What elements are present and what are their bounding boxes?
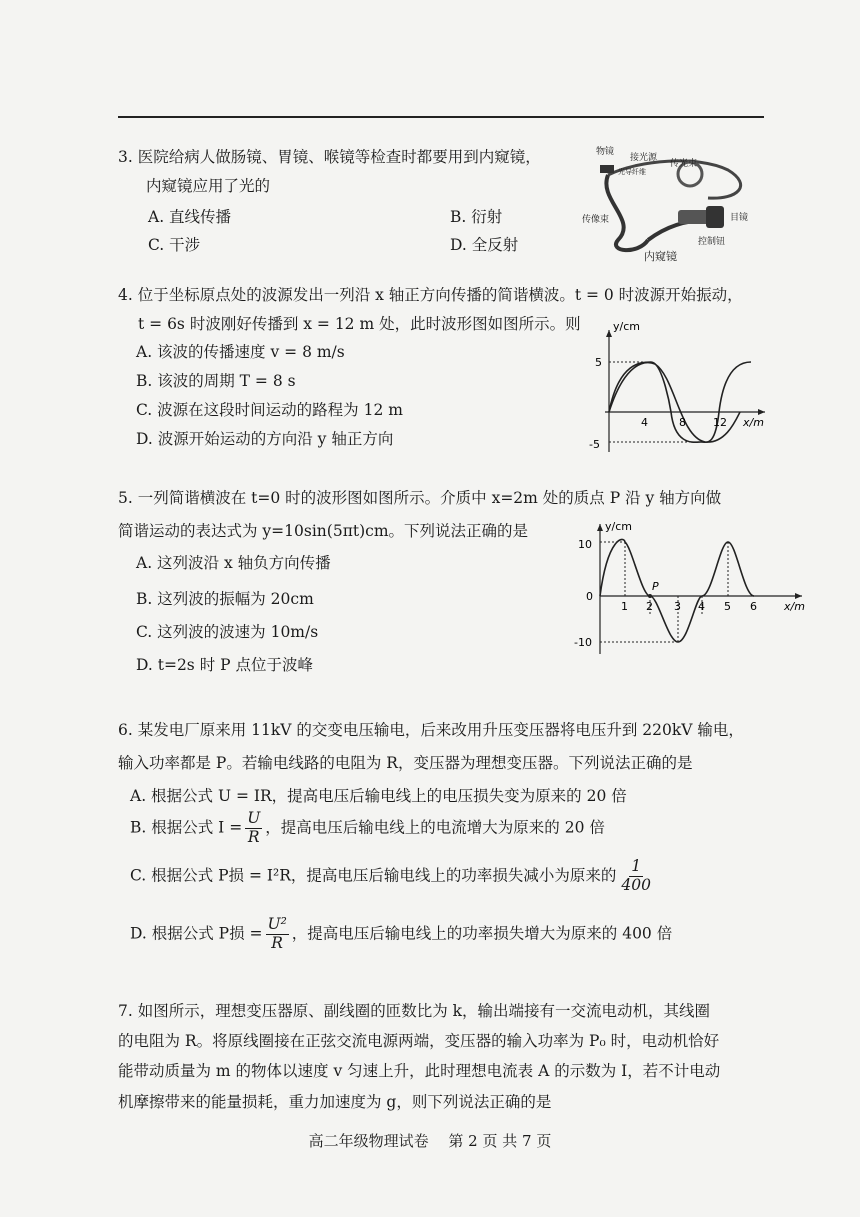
figure-label-eyepiece: 目镜: [730, 213, 749, 223]
question-6-option-d-suffix: ，提高电压后输电线上的功率损失增大为原来的 400 倍: [291, 924, 673, 943]
question-6-option-d[interactable]: [130, 916, 672, 953]
option-b-denominator: R: [247, 827, 260, 846]
question-6-option-b-suffix: ，提高电压后输电线上的电流增大为原来的 20 倍: [265, 818, 605, 837]
q4-x-axis-label: x/m: [743, 416, 764, 429]
option-b-numerator: U: [247, 809, 261, 827]
header-rule: [118, 116, 764, 118]
question-5-stem-line2: 简谐运动的表达式为 y=10sin(5πt)cm。下列说法正确的是: [118, 522, 529, 541]
question-3: [118, 143, 588, 202]
figure-label-control-knob: 控制钮: [698, 237, 726, 247]
question-4-option-b[interactable]: B. 该波的周期 T = 8 s: [136, 372, 296, 390]
q4-y-tick-neg5: -5: [589, 438, 600, 451]
question-5-stem-line1: 5. 一列简谐横波在 t=0 时的波形图如图所示。介质中 x=2m 处的质点 P 沿 y 轴方向做: [118, 489, 722, 507]
q5-wave-curve: [600, 539, 754, 642]
option-c-numerator: 1: [631, 857, 642, 875]
question-7: [118, 996, 798, 1117]
question-5-option-a[interactable]: A. 这列波沿 x 轴负方向传播: [136, 554, 331, 572]
question-7-line4: 机摩擦带来的能量损耗，重力加速度为 g，则下列说法正确的是: [118, 1092, 552, 1111]
question-5-option-b[interactable]: B. 这列波的振幅为 20cm: [136, 590, 314, 608]
question-6-option-c-prefix: C. 根据公式 P损 = I²R，提高电压后输电线上的功率损失减小为原来的: [130, 866, 617, 885]
q5-x-tick-1: 1: [621, 600, 628, 613]
question-4-option-c[interactable]: C. 波源在这段时间运动的路程为 12 m: [136, 401, 403, 419]
question-6-stem-line1: 6. 某发电厂原来用 11kV 的交变电压输电，后来改用升压变压器将电压升到 220kV 输电，: [118, 721, 744, 739]
question-4-option-a[interactable]: A. 该波的传播速度 v = 8 m/s: [136, 343, 345, 361]
option-b-fraction: [245, 810, 262, 847]
question-4-option-d[interactable]: D. 波源开始运动的方向沿 y 轴正方向: [136, 430, 394, 448]
q5-point-p-marker: [648, 594, 652, 598]
option-c-denominator: 400: [621, 875, 651, 894]
question-6: [118, 716, 788, 779]
q5-x-axis-label: x/m: [784, 600, 805, 613]
question-7-line3: 能带动质量为 m 的物体以速度 v 匀速上升，此时理想电流表 A 的示数为 I，若不计电动: [118, 1062, 721, 1081]
q5-x-tick-2: 2: [646, 600, 653, 613]
question-3-option-b[interactable]: B. 衍射: [450, 208, 503, 226]
question-3-option-a[interactable]: A. 直线传播: [148, 208, 232, 226]
q5-x-tick-4: 4: [698, 600, 705, 613]
figure-label-endoscope: 内窥镜: [644, 250, 677, 263]
option-d-numerator: U²: [267, 915, 287, 933]
question-7-line1: 7. 如图所示，理想变压器原、副线圈的匝数比为 k，输出端接有一交流电动机，其线圈: [118, 1002, 711, 1020]
figure-label-light-bundle: 传光束: [670, 159, 698, 169]
option-d-fraction: [266, 916, 289, 953]
q4-wave-graph: [585, 322, 775, 457]
q5-x-tick-3: 3: [674, 600, 681, 613]
question-6-option-c[interactable]: [130, 858, 656, 895]
question-3-stem-line2: 内窥镜应用了光的: [146, 177, 271, 196]
question-6-option-d-prefix: D. 根据公式 P损 =: [130, 924, 263, 943]
figure-label-light-source: 接光源: [630, 153, 658, 163]
page-footer: 高二年级物理试卷 第 2 页 共 7 页: [308, 1132, 552, 1150]
option-d-denominator: R: [271, 933, 283, 952]
question-3-stem-line1: 3. 医院给病人做肠镜、胃镜、喉镜等检查时都要用到内窥镜，: [118, 148, 541, 166]
question-5-option-c[interactable]: C. 这列波的波速为 10m/s: [136, 623, 319, 641]
q5-y-axis-label: y/cm: [605, 520, 632, 533]
q4-x-tick-4: 4: [641, 416, 648, 429]
q5-point-p-label: P: [652, 580, 659, 593]
q4-x-tick-12: 12: [713, 416, 727, 429]
question-4-stem-line2: t = 6s 时波刚好传播到 x = 12 m 处，此时波形图如图所示。则: [138, 315, 581, 334]
q5-x-tick-6: 6: [750, 600, 757, 613]
question-6-stem-line2: 输入功率都是 P。若输电线路的电阻为 R，变压器为理想变压器。下列说法正确的是: [118, 754, 693, 773]
question-3-option-d[interactable]: D. 全反射: [450, 236, 519, 254]
question-3-option-c[interactable]: C. 干涉: [148, 236, 201, 254]
figure-label-image-bundle: 传像束: [582, 215, 610, 225]
q5-y-tick-0: 0: [586, 590, 593, 603]
question-7-line2: 的电阻为 R。将原线圈接在正弦交流电源两端，变压器的输入功率为 P₀ 时，电动机恰好: [118, 1032, 720, 1051]
question-4-stem-line1: 4. 位于坐标原点处的波源发出一列沿 x 轴正方向传播的简谐横波。t = 0 时波源开始振动，: [118, 286, 743, 304]
figure-label-fiber: 光导纤维: [618, 168, 646, 176]
q5-y-tick-10: 10: [578, 538, 592, 551]
q4-y-tick-5: 5: [595, 356, 602, 369]
q5-wave-graph: [572, 518, 808, 658]
question-6-option-a[interactable]: A. 根据公式 U = IR，提高电压后输电线上的电压损失变为原来的 20 倍: [130, 787, 627, 805]
q4-y-axis-label: y/cm: [613, 322, 640, 333]
question-5-option-d[interactable]: D. t=2s 时 P 点位于波峰: [136, 656, 313, 674]
option-c-fraction: [619, 858, 653, 895]
figure-label-objective: 物镜: [596, 147, 615, 157]
question-6-option-b-prefix: B. 根据公式 I =: [130, 818, 243, 837]
q5-y-tick-neg10: -10: [574, 636, 592, 649]
q5-x-tick-5: 5: [724, 600, 731, 613]
question-6-option-b[interactable]: [130, 810, 605, 847]
endoscope-figure: [578, 140, 768, 265]
q4-x-tick-8: 8: [679, 416, 686, 429]
